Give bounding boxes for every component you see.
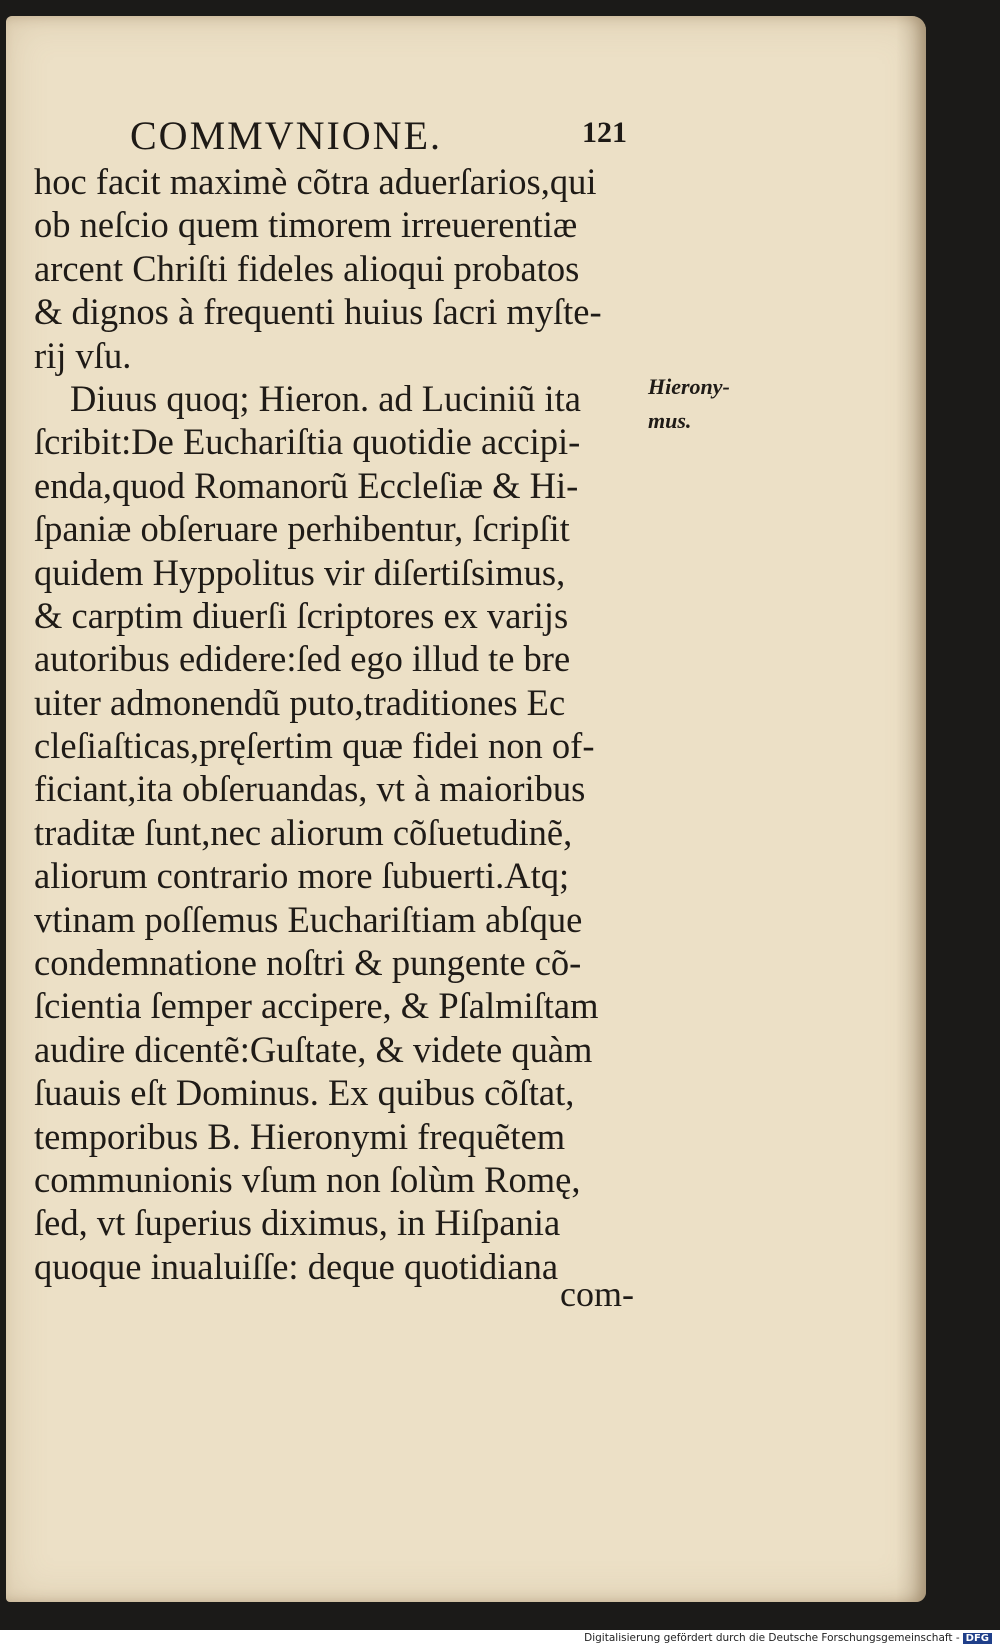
text-line: ſuauis eſt Dominus. Ex quibus cõſtat,	[34, 1072, 575, 1114]
marginal-note-line: mus.	[648, 408, 692, 433]
text-line: ſcribit:De Euchariſtia quotidie accipi-	[34, 421, 581, 463]
marginal-note-line: Hierony-	[648, 374, 730, 399]
digitization-credit	[584, 1632, 992, 1644]
text-line: aliorum contrario more ſubuerti.Atq;	[34, 855, 570, 897]
text-line: arcent Chriſti fideles alioqui probatos	[34, 247, 580, 289]
text-line: & carptim diuerſi ſcriptores ex varijs	[34, 594, 569, 636]
dfg-logo: DFG	[963, 1633, 992, 1644]
text-line: & dignos à frequenti huius ſacri myſte-	[34, 291, 602, 333]
paragraph-start-line: Diuus quoq; Hieron. ad Luciniũ ita	[70, 377, 581, 419]
text-line: hoc facit maximè cõtra aduerſarios,qui	[34, 161, 597, 202]
body-text	[34, 160, 674, 1288]
text-line: temporibus B. Hieronymi frequẽtem	[34, 1115, 566, 1157]
text-line: communionis vſum non ſolùm Romę,	[34, 1158, 581, 1200]
text-line: condemnatione noſtri & pungente cõ-	[34, 942, 582, 984]
text-line: ſed, vt ſuperius diximus, in Hiſpania	[34, 1202, 561, 1244]
text-line: quoque inualuiſſe: deque quotidiana	[34, 1245, 559, 1287]
running-head: COMMVNIONE.	[130, 113, 442, 158]
text-line: ſcientia ſemper accipere, & Pſalmiſtam	[34, 985, 599, 1027]
text-line: traditæ ſunt,nec aliorum cõſuetudinẽ,	[34, 811, 573, 853]
text-line: rij vſu.	[34, 334, 132, 376]
page-fold-shadow	[896, 16, 926, 1602]
credit-text: Digitalisierung gefördert durch die Deutsche Forschungsgemeinschaft -	[584, 1632, 960, 1644]
text-line: cleſiaſticas,pręſertim quæ fidei non of-	[34, 725, 595, 767]
text-line: ficiant,ita obſeruandas, vt à maioribus	[34, 768, 586, 810]
catchword: com-	[560, 1274, 634, 1314]
text-line: vtinam poſſemus Euchariſtiam abſque	[34, 898, 583, 940]
text-line: uiter admonendũ puto,traditiones Ec	[34, 681, 566, 723]
text-line: quidem Hyppolitus vir diſertiſsimus,	[34, 551, 566, 593]
text-line: ob neſcio quem timorem irreuerentiæ	[34, 204, 578, 246]
text-line: enda,quod Romanorũ Eccleſiæ & Hi-	[34, 464, 579, 506]
page-number: 121	[582, 116, 627, 149]
marginal-note	[648, 370, 730, 438]
text-line: ſpaniæ obſeruare perhibentur, ſcripſit	[34, 508, 570, 550]
text-line: audire dicentẽ:Guſtate, & videte quàm	[34, 1028, 593, 1070]
text-line: autoribus edidere:ſed ego illud te bre	[34, 638, 571, 680]
